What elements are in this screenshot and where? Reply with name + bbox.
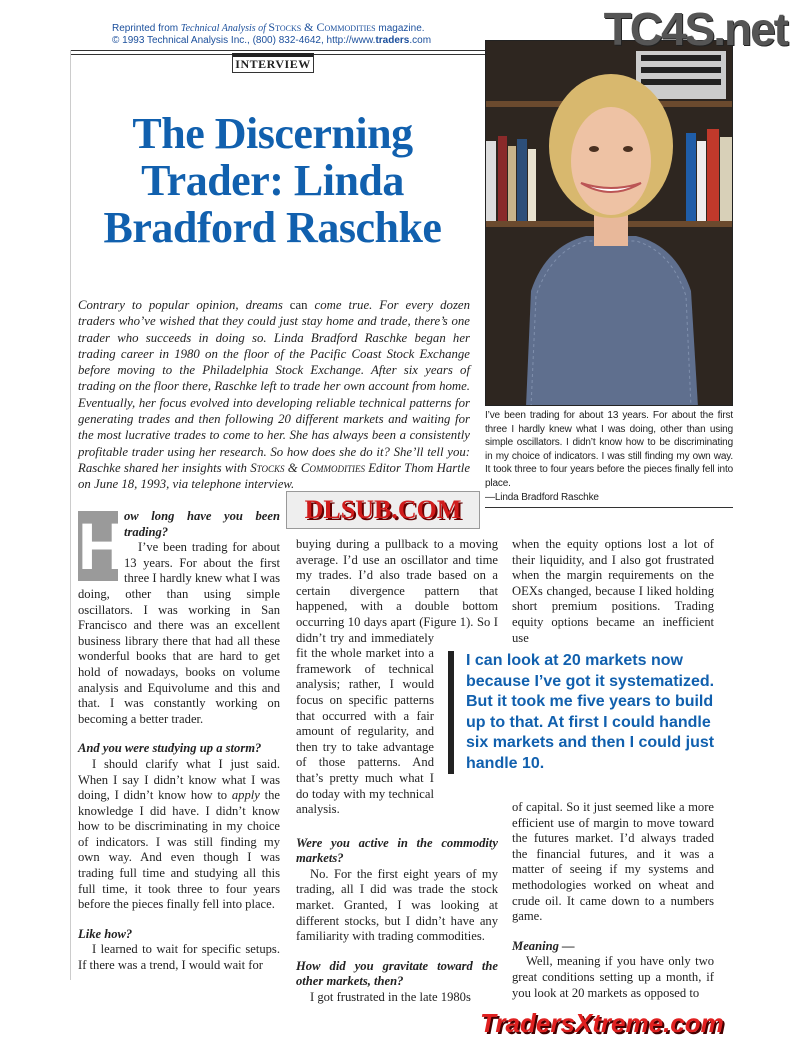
section-tag: INTERVIEW: [232, 53, 314, 73]
caption-quote: I’ve been trading for about 13 years. For about the first three I hardly knew what I was doing, other than using simple oscillators. I didn’t know how to be discriminating in my choice of indicators. I was still finding my own way. It took three to four years before the pieces finally fell into place.: [485, 410, 733, 489]
answer: of capital. So it just seemed like a more efficient use of margin to move toward the futures market. I’d always traded the financial futures, and it was a matter of seeing if my systems and methodologies worked on wheat and crude oil. It came down to a numbers game.: [512, 800, 714, 924]
answer: when the equity options lost a lot of their liquidity, and I also got frustrated when the margin requirements on the OEXs changed, because I liked holding short premium positions. Trading equity options became an inefficient use: [512, 537, 714, 645]
reprint-notice: Reprinted from Technical Analysis of Stocks & Commodities magazine.: [112, 20, 425, 34]
article-intro: Contrary to popular opinion, dreams can come true. For every dozen traders who’ve wished that they could just stay home and trade, there’s one trader who succeeds in doing so. Linda Bradford Raschke began her trading career in 1980 on the floor of the Pacific Coast Stock Exchange before moving to the Philadelphia Stock Exchange. After six years of trading on the floor there, Raschke left to trade her own account from home. Eventually, her focus evolved into developing reliable technical patterns for generating trades and then following 20 different markets and waiting for the most lucrative trades to come to her. She has always been a consistently profitable trader using her research. So how does she do it? She’ll tell you: Raschke shared her insights with Stocks & Commodities Editor Thom Hartle on June 18, 1993, via telephone interview.: [78, 298, 471, 492]
question: Meaning —: [512, 938, 575, 953]
watermark-logo-middle: DLSUB.COM: [286, 491, 480, 529]
question: Like how?: [78, 926, 133, 941]
answer: Well, meaning if you have only two great conditions setting up a month, if you look at 20 markets as opposed to: [512, 954, 714, 1000]
article-title: The Discerning Trader: Linda Bradford Raschke: [103, 109, 442, 252]
question: Were you active in the commodity markets?: [296, 835, 498, 866]
answer: buying during a pullback to a moving average. I’d use an oscillator and time my trades. I’d also trade based on a certain divergence pattern that happened, with a double bottom occurring 10 days apart (Figure 1). So I didn’t try and immediately fit the whole market into a framework of technical analysis; rather, I would focus on specific patterns that occurred with a fair amount of regularity, and then try to take advantage of those patterns. And that’s pretty much what I do today with my technical analysis.: [296, 537, 498, 817]
answer: I’ve been trading for about 13 years. For about the first three I hardly knew what I was doing, other than using simple oscillators. I was working in San Francisco and there was an excellent business library there that had all these wonderful books that are hard to get hold of nowadays, books on volume analysis and Equivolume and this and that. I was constantly working on becoming a better trader.: [78, 540, 280, 726]
answer: I learned to wait for specific setups. If there was a trend, I would wait for: [78, 942, 280, 973]
question: ow long have you been trading?: [124, 509, 280, 539]
drop-cap: H: [78, 509, 126, 583]
question: How did you gravitate toward the other markets, then?: [296, 958, 498, 989]
photo-caption: [485, 409, 733, 508]
answer: I should clarify what I just said. When I say I didn’t know what I was doing, I didn’t know how to apply the knowledge I did have. I didn’t know how to be discriminating in my choice of indicators. I was still finding my own way. And even though I was trading full time and studying all this full time, it took three to four years before the pieces finally fell into place.: [78, 756, 280, 912]
left-margin-rule: [70, 50, 71, 980]
answer: No. For the first eight years of my trading, all I did was trade the stock market. Granted, I was looking at different stocks, but I didn’t have any familiarity with trading commodities.: [296, 866, 498, 944]
pull-quote: I can look at 20 markets now because I’ve got it systematized. But it took me five years to build up to that. At first I could handle six markets and then I could just handle 10.: [448, 651, 730, 774]
portrait-photo: [485, 40, 733, 406]
answer: I got frustrated in the late 1980s: [310, 990, 471, 1005]
watermark-logo-top: TC4S.net: [603, 3, 787, 55]
column-3-bottom: [512, 800, 714, 1001]
column-1: [78, 509, 280, 974]
column-3-top: [512, 537, 714, 646]
watermark-logo-bottom: TradersXtreme.com: [480, 1008, 724, 1038]
question: And you were studying up a storm?: [78, 741, 262, 756]
caption-attribution: —Linda Bradford Raschke: [485, 491, 599, 503]
copyright-notice: © 1993 Technical Analysis Inc., (800) 832-4642, http://www.traders.com: [112, 35, 432, 46]
